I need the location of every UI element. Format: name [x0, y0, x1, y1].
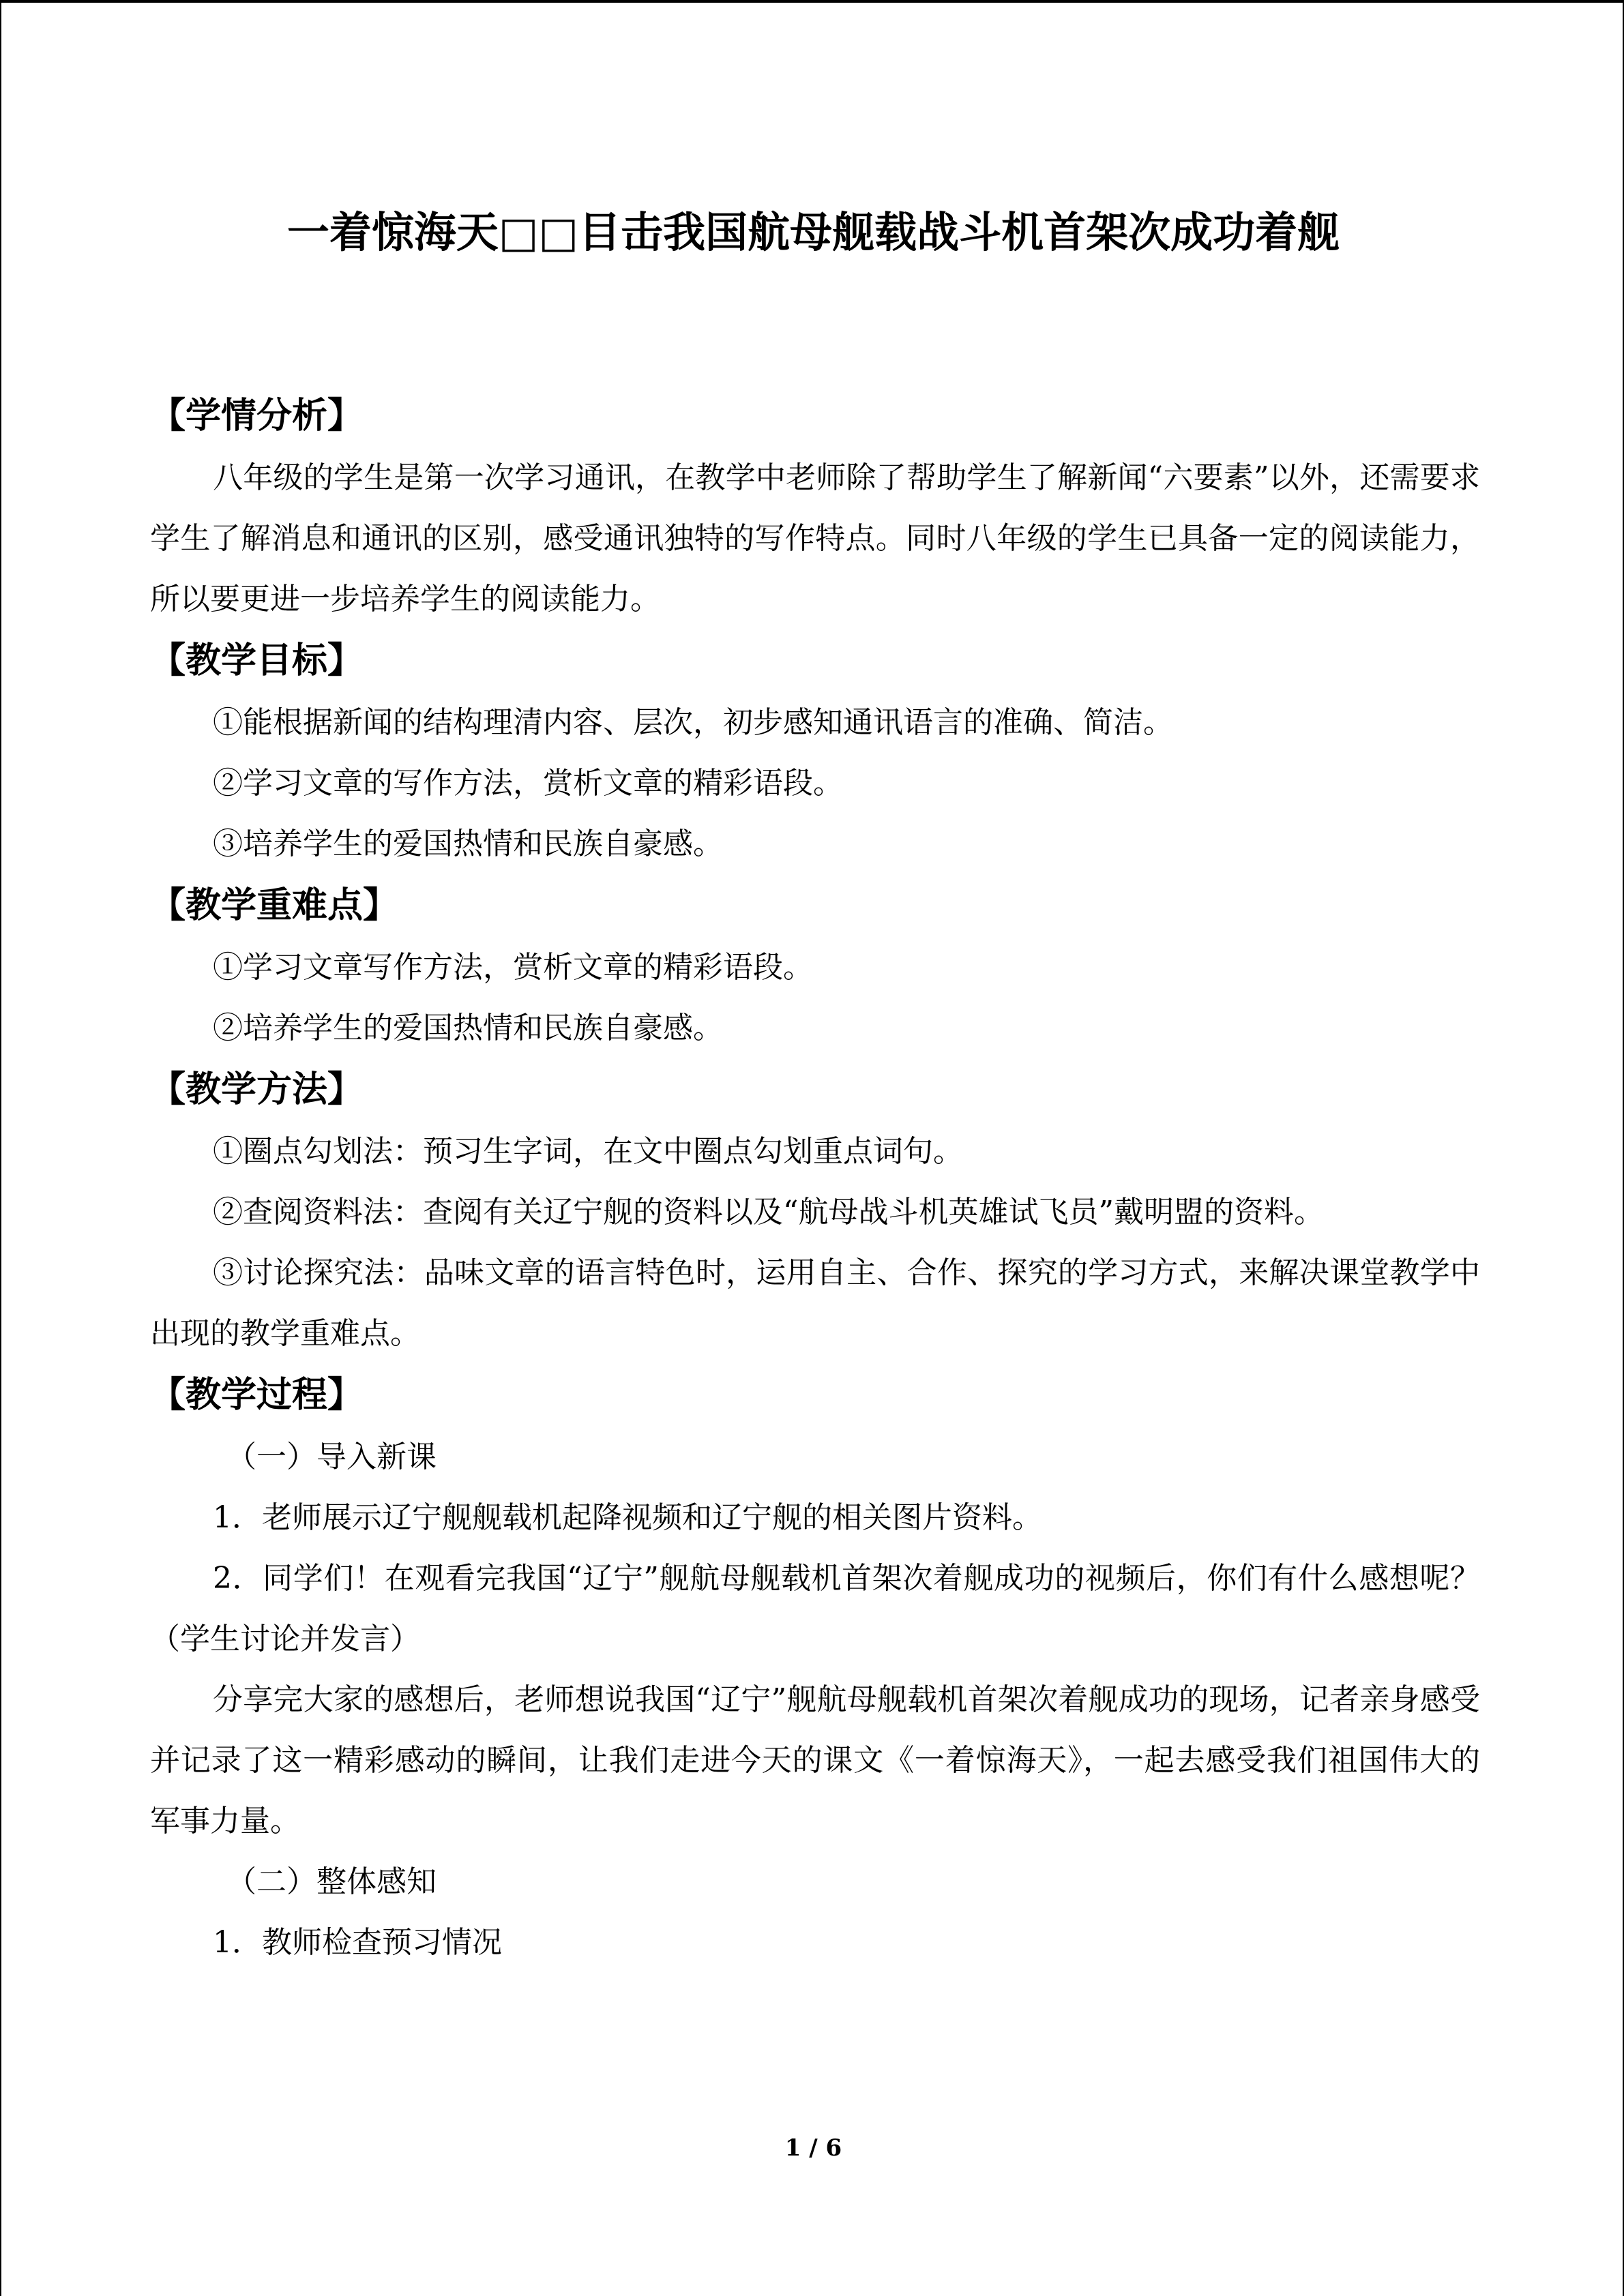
section-heading-process: 【教学过程】: [150, 1375, 364, 1416]
analysis-paragraph: 八年级的学生是第一次学习通讯，在教学中老师除了帮助学生了解新闻“六要素”以外，还需要求学生了解消息和通讯的区别，感受通讯独特的写作特点。同时八年级的学生已具备一定的阅读能力，所以要更进一步培养学生的阅读能力。: [150, 460, 1480, 616]
process-step2-item1: 1．教师检查预习情况: [213, 1925, 502, 1960]
document-body: [150, 385, 1480, 1973]
process-step1-title: （一）导入新课: [226, 1440, 437, 1474]
method-item-1: ①圈点勾划法：预习生字词，在文中圈点勾划重点词句。: [213, 1134, 963, 1169]
page-number: 1 / 6: [784, 2134, 842, 2162]
key-point-item-1: ①学习文章写作方法，赏析文章的精彩语段。: [213, 950, 813, 985]
process-step2-title: （二）整体感知: [226, 1864, 437, 1899]
method-item-3: ③讨论探究法：品味文章的语言特色时，运用自主、合作、探究的学习方式，来解决课堂教学中出现的教学重难点。: [150, 1255, 1480, 1351]
process-step1-paragraph: 分享完大家的感想后，老师想说我国“辽宁”舰航母舰载机首架次着舰成功的现场，记者亲身感受并记录了这一精彩感动的瞬间，让我们走进今天的课文《一着惊海天》，一起去感受我们祖国伟大的军事力量。: [150, 1682, 1480, 1838]
section-heading-key-points: 【教学重难点】: [150, 885, 399, 926]
method-item-2: ②查阅资料法：查阅有关辽宁舰的资料以及“航母战斗机英雄试飞员”戴明盟的资料。: [213, 1195, 1324, 1229]
goal-item-2: ②学习文章的写作方法，赏析文章的精彩语段。: [213, 766, 843, 801]
key-point-item-2: ②培养学生的爱国热情和民族自豪感。: [213, 1011, 723, 1045]
section-heading-methods: 【教学方法】: [150, 1069, 364, 1110]
section-heading-analysis: 【学情分析】: [150, 396, 364, 436]
goal-item-1: ①能根据新闻的结构理清内容、层次，初步感知通讯语言的准确、简洁。: [213, 705, 1173, 740]
document-title: 一着惊海天□□目击我国航母舰载战斗机首架次成功着舰: [286, 207, 1340, 257]
section-heading-goals: 【教学目标】: [150, 640, 364, 681]
process-step1-item2: 2．同学们！在观看完我国“辽宁”舰航母舰载机首架次着舰成功的视频后，你们有什么感想呢？（学生讨论并发言）: [150, 1561, 1480, 1656]
goal-item-3: ③培养学生的爱国热情和民族自豪感。: [213, 826, 723, 861]
process-step1-item1: 1．老师展示辽宁舰舰载机起降视频和辽宁舰的相关图片资料。: [213, 1500, 1042, 1535]
